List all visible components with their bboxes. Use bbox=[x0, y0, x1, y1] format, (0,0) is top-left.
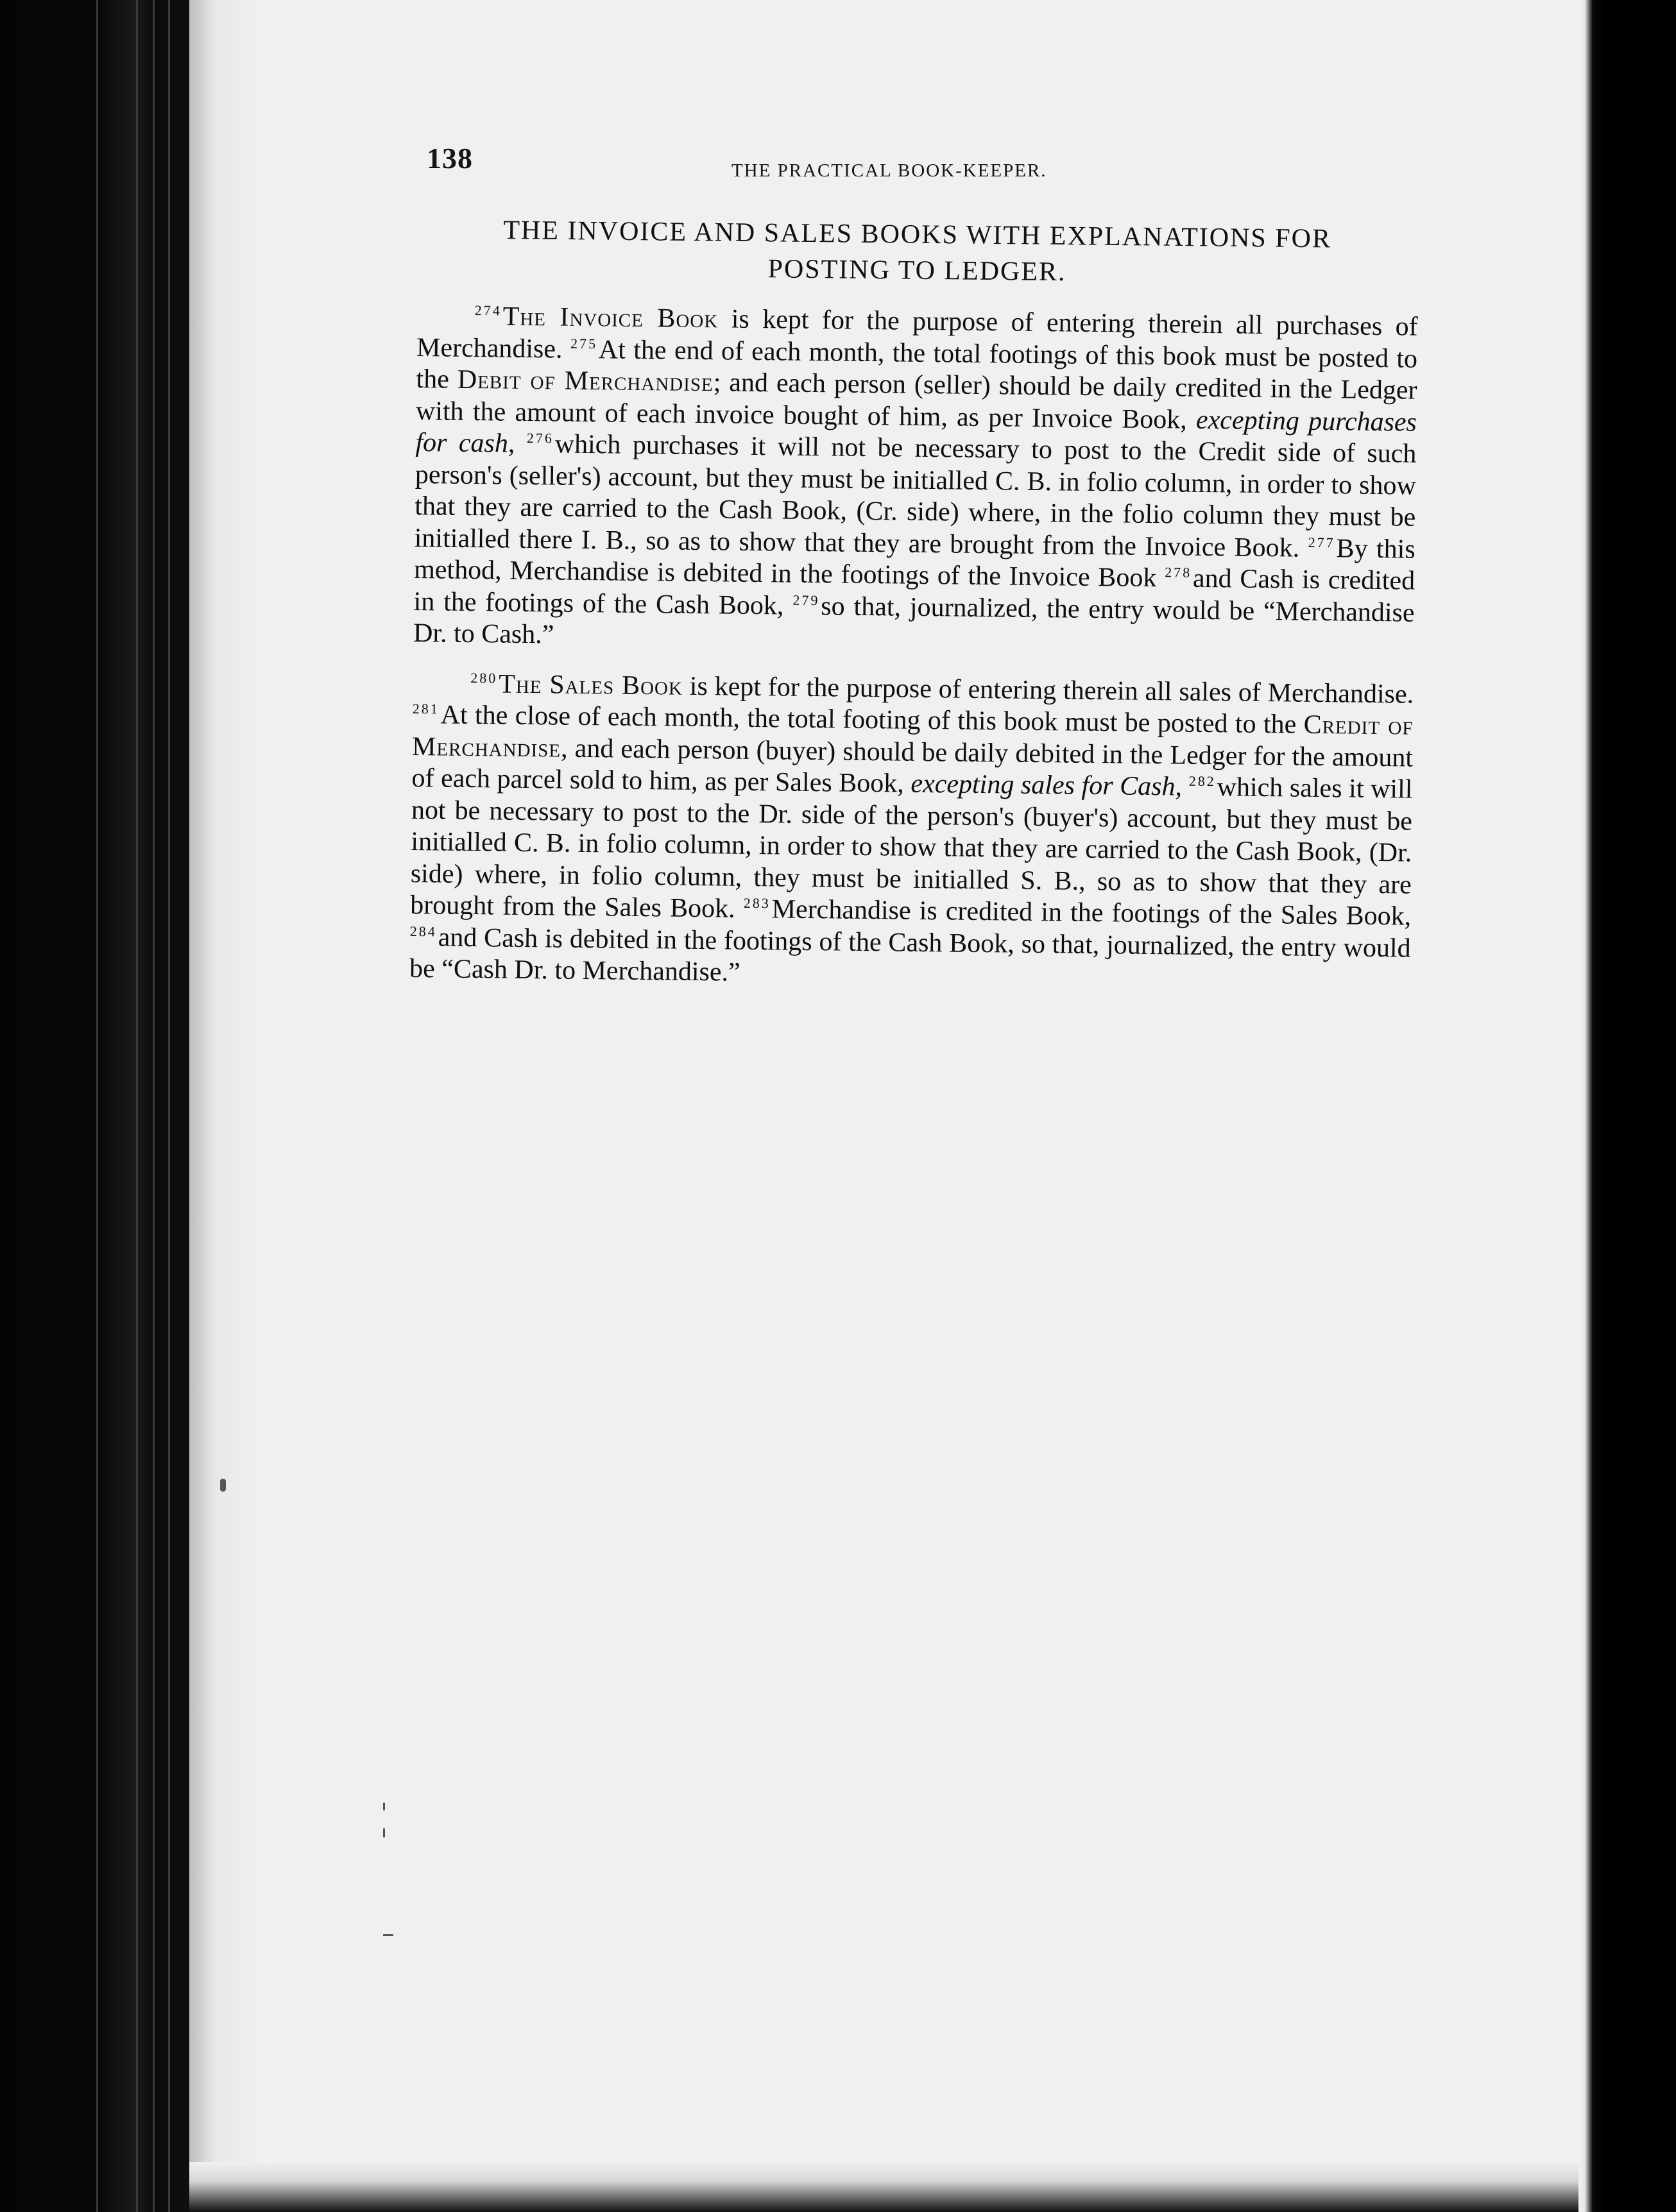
page-right-edge bbox=[1578, 0, 1676, 2212]
binding-line bbox=[96, 0, 98, 2212]
paragraph-number: 279 bbox=[792, 591, 820, 608]
emphasis: excepting purchases for cash, bbox=[415, 405, 1417, 459]
sentence: so that, journalized, the entry would be “Merchandise Dr. to Cash.” bbox=[413, 591, 1415, 650]
ink-speck bbox=[383, 1934, 393, 1936]
sentence: Merchandise is credited in the footings of the Sales Book, bbox=[771, 894, 1412, 932]
book-binding bbox=[0, 0, 189, 2212]
binding-line bbox=[153, 0, 155, 2212]
ink-speck bbox=[383, 1828, 385, 1837]
term: The Sales Book bbox=[498, 668, 683, 701]
paragraph-number: 281 bbox=[412, 700, 440, 717]
sentence bbox=[1182, 772, 1189, 802]
term: Debit of Merchandise bbox=[457, 364, 714, 398]
sentence: , and each person (buyer) should be daily debited in the Ledger for the amount of each parcel sold to him, as per Sales Book, bbox=[411, 733, 1414, 799]
paragraph-number: 284 bbox=[409, 923, 437, 939]
page-gutter bbox=[189, 0, 266, 2212]
sentence: is kept for the purpose of entering therein all sales of Merchandise. bbox=[682, 671, 1414, 710]
running-title: THE PRACTICAL BOOK-KEEPER. bbox=[731, 160, 1047, 181]
paragraph-sales-book bbox=[409, 667, 1414, 996]
sentence: At the close of each month, the total footing of this book must be posted to the bbox=[440, 700, 1304, 740]
emphasis: excepting sales for Cash, bbox=[911, 769, 1183, 802]
paragraph-number: 275 bbox=[570, 335, 598, 352]
paragraph-number: 280 bbox=[470, 669, 498, 686]
sentence: which purchases it will not be necessary to post to the Credit side of such person's (seller's) account, but they must be initialled C. B. in folio column, in order to show that they are carried to the Cash Book, (Cr. side) where, in the folio column they must be initialled there I. B., so as to show that they are brought from the Invoice Book. bbox=[414, 429, 1417, 563]
sentence: and Cash is debited in the footings of the Cash Book, so that, journalized, the entry would be “Cash Dr. to Merchandise.” bbox=[409, 922, 1411, 987]
paragraph-number: 277 bbox=[1308, 534, 1335, 550]
page-number: 138 bbox=[427, 142, 473, 174]
sentence bbox=[515, 429, 527, 459]
binding-line bbox=[168, 0, 170, 2212]
paragraph-invoice-book bbox=[413, 300, 1418, 661]
paragraph-number: 283 bbox=[743, 894, 771, 912]
paragraph-number: 274 bbox=[474, 302, 502, 319]
binding-line bbox=[136, 0, 138, 2212]
ink-speck bbox=[220, 1479, 226, 1492]
sentence: ; and each person (seller) should be daily credited in the Ledger with the amount of each invoice bought of him, as per Invoice Book, bbox=[415, 368, 1417, 435]
running-head bbox=[427, 141, 1133, 192]
sentence: is kept for the purpose of entering therein all purchases of Merchandise. bbox=[416, 304, 1418, 364]
sentence: By this method, Merchandise is debited in the footings of the Invoice Book bbox=[413, 533, 1415, 593]
page-bottom-edge bbox=[189, 2162, 1588, 2212]
paragraph-number: 282 bbox=[1188, 772, 1216, 790]
term: The Invoice Book bbox=[502, 302, 719, 334]
sentence: and Cash is credited in the footings of the Cash Book, bbox=[413, 563, 1415, 621]
paragraph-number: 278 bbox=[1165, 564, 1192, 581]
ink-speck bbox=[383, 1803, 385, 1810]
body-text bbox=[409, 300, 1418, 1014]
chapter-title: THE INVOICE AND SALES BOOKS WITH EXPLANATIONS FOR POSTING TO LEDGER. bbox=[503, 215, 1332, 287]
term: Credit of Merchandise bbox=[411, 710, 1414, 763]
sentence: which sales it will not be necessary to post to the Dr. side of the person's (buyer's) account, but they must be initialled C. B. in folio column, in order to show that they are carried to the Cash Book, (Dr. side) where, in folio column, they must be initialled S. B., so as to show that they are brought from the Sales Book. bbox=[410, 772, 1413, 924]
sentence: At the end of each month, the total footings of this book must be posted to the bbox=[416, 334, 1418, 395]
paragraph-number: 276 bbox=[526, 429, 554, 447]
